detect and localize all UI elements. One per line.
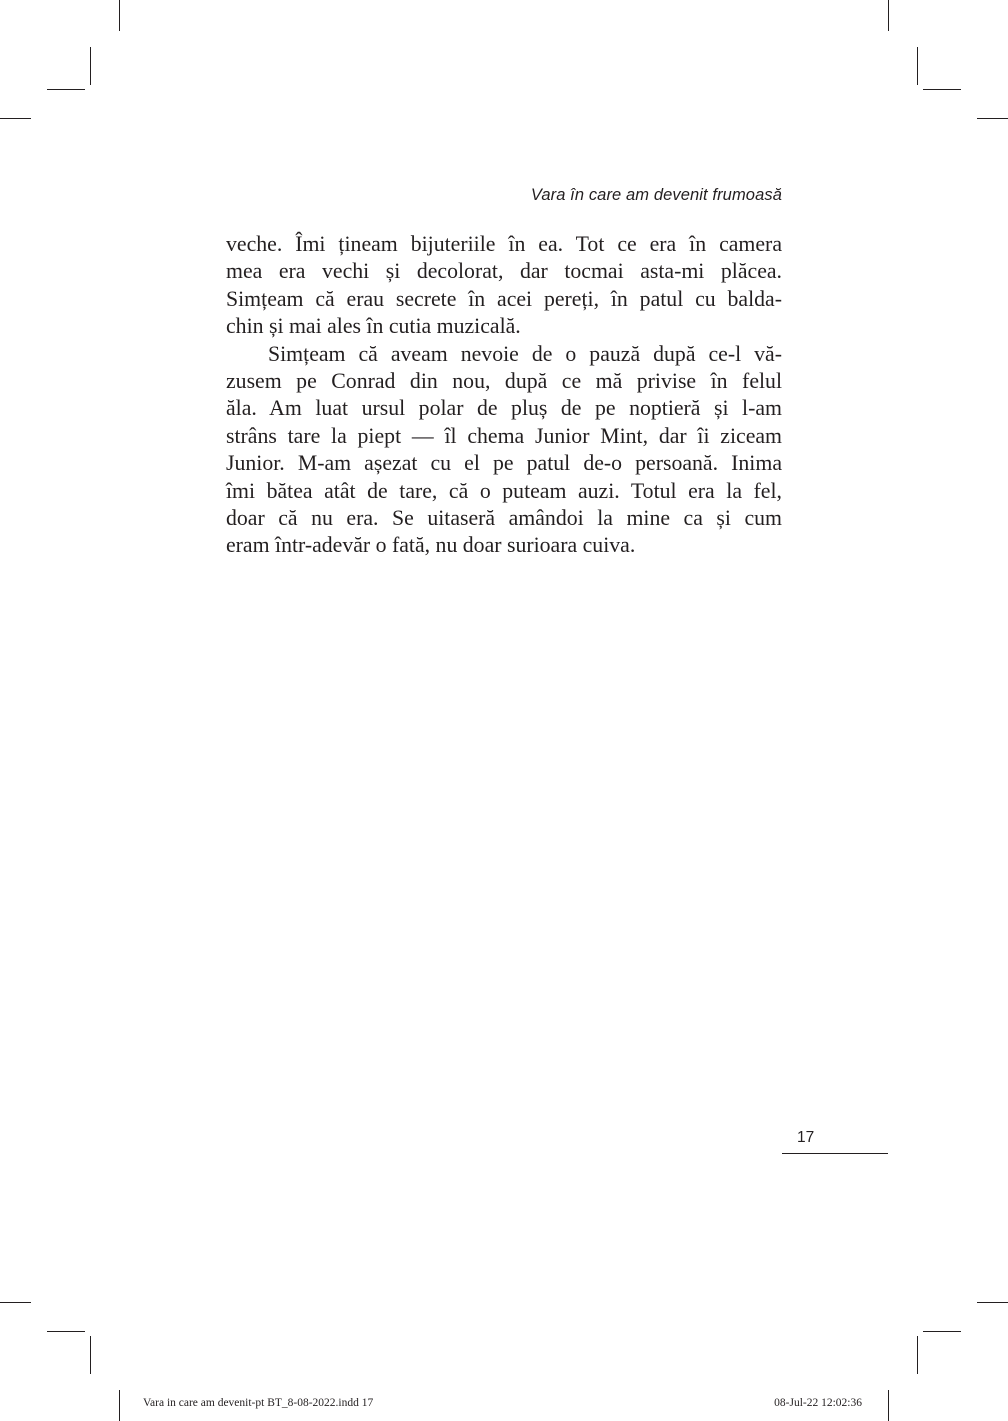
text-line: eram într-adevăr o fată, nu doar surioara cuiva. <box>226 533 636 558</box>
crop-mark <box>90 47 91 85</box>
text-line: strâns tare la piept — îl chema Junior Mint, dar îi ziceam <box>226 423 782 448</box>
text-line: chin și mai ales în cutia muzicală. <box>226 314 521 339</box>
crop-mark <box>977 1302 1008 1303</box>
text-line: ăla. Am luat ursul polar de pluș de pe noptieră și l-am <box>226 396 782 421</box>
folio-rule <box>782 1153 888 1154</box>
text-line: zusem pe Conrad din nou, după ce mă privise în felul <box>226 368 782 393</box>
page-number: 17 <box>797 1129 815 1146</box>
crop-mark <box>923 1331 961 1332</box>
text-line: doar că nu era. Se uitaseră amândoi la mine ca și cum <box>226 505 782 530</box>
text-line: Simțeam că erau secrete în acei pereți, în patul cu balda- <box>226 286 782 311</box>
crop-mark <box>0 118 31 119</box>
text-line: veche. Îmi țineam bijuteriile în ea. Tot ce era în camera <box>226 232 782 256</box>
crop-mark <box>0 1302 31 1303</box>
body-text <box>226 231 782 560</box>
crop-mark <box>119 1390 120 1421</box>
text-line: Junior. M-am așezat cu el pe patul de-o persoană. Inima <box>226 451 782 476</box>
slug-file-info: Vara in care am devenit-pt BT_8-08-2022.indd 17 <box>143 1397 374 1409</box>
crop-mark <box>917 47 918 85</box>
crop-mark <box>47 1331 85 1332</box>
crop-mark <box>923 89 961 90</box>
text-line: mea era vechi și decolorat, dar tocmai asta-mi plăcea. <box>226 259 782 284</box>
crop-mark <box>977 118 1008 119</box>
crop-mark <box>888 1390 889 1421</box>
slug-timestamp: 08-Jul-22 12:02:36 <box>774 1397 862 1409</box>
crop-mark <box>888 0 889 31</box>
crop-mark <box>917 1336 918 1374</box>
crop-mark <box>47 89 85 90</box>
crop-mark <box>119 0 120 31</box>
crop-mark <box>90 1336 91 1374</box>
text-line: Simțeam că aveam nevoie de o pauză după ce-l vă- <box>268 341 782 366</box>
text-line: îmi bătea atât de tare, că o puteam auzi. Totul era la fel, <box>226 478 782 503</box>
running-header: Vara în care am devenit frumoasă <box>530 186 782 204</box>
